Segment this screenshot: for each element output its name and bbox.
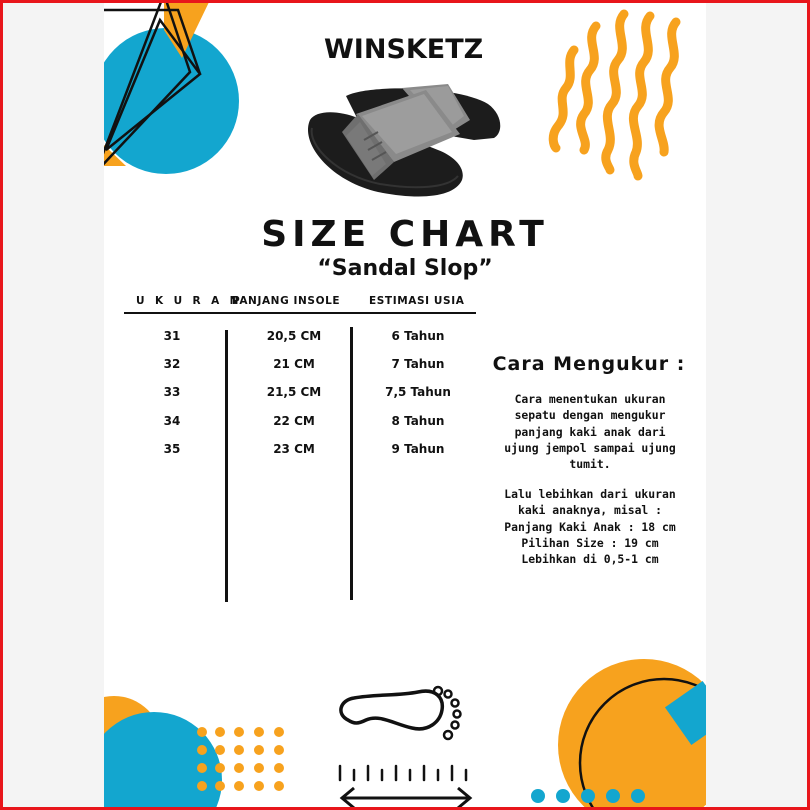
guide-line: Pilihan Size : 19 cm bbox=[521, 535, 659, 550]
guide-line: tumit. bbox=[569, 457, 611, 472]
header-estimasi-usia: ESTIMASI USIA bbox=[369, 295, 465, 307]
cell-ukuran: 34 bbox=[163, 414, 181, 428]
cell-ukuran: 31 bbox=[163, 329, 181, 343]
logo-w: W bbox=[324, 34, 354, 65]
header-ukuran: U K U R A N bbox=[136, 295, 242, 307]
cell-ukuran: 32 bbox=[163, 357, 181, 371]
double-arrow-icon bbox=[336, 786, 476, 810]
guide-line: kaki anaknya, misal : bbox=[517, 503, 662, 518]
cell-panjang: 20,5 CM bbox=[266, 329, 322, 343]
header-panjang-insole: PANJANG INSOLE bbox=[232, 295, 341, 307]
column-divider-2 bbox=[350, 327, 353, 600]
guide-paragraph-1 bbox=[490, 391, 690, 472]
guide-line: Lalu lebihkan dari ukuran bbox=[504, 487, 676, 501]
cell-usia: 8 Tahun bbox=[391, 414, 445, 428]
cell-panjang: 22 CM bbox=[273, 414, 315, 428]
column-divider-1 bbox=[225, 330, 228, 602]
page-title: SIZE CHART bbox=[261, 214, 549, 255]
page-subtitle: “Sandal Slop” bbox=[317, 256, 493, 281]
size-chart-poster bbox=[104, 0, 706, 810]
cell-usia: 9 Tahun bbox=[391, 442, 445, 456]
cell-ukuran: 35 bbox=[163, 442, 181, 456]
brand-logo bbox=[324, 34, 484, 66]
guide-line: Panjang Kaki Anak : 18 cm bbox=[504, 519, 676, 534]
sandal-image bbox=[298, 80, 508, 204]
cell-panjang: 23 CM bbox=[273, 442, 315, 456]
guide-line: panjang kaki anak dari bbox=[514, 424, 666, 439]
right-margin bbox=[706, 0, 810, 810]
logo-rest: INSKETZ bbox=[353, 34, 484, 65]
cell-usia: 7 Tahun bbox=[391, 357, 445, 371]
cell-usia: 6 Tahun bbox=[391, 329, 445, 343]
header-divider bbox=[124, 312, 476, 314]
cell-panjang: 21,5 CM bbox=[266, 385, 322, 399]
guide-line: Lebihkan di 0,5-1 cm bbox=[521, 552, 659, 567]
guide-paragraph-2 bbox=[490, 486, 690, 567]
guide-title: Cara Mengukur : bbox=[492, 353, 686, 375]
guide-line: ujung jempol sampai ujung bbox=[504, 440, 676, 455]
cell-ukuran: 33 bbox=[163, 385, 181, 399]
cell-usia: 7,5 Tahun bbox=[385, 385, 451, 399]
left-margin bbox=[0, 0, 104, 810]
guide-line: Cara menentukan ukuran bbox=[514, 392, 666, 406]
cell-panjang: 21 CM bbox=[273, 357, 315, 371]
ruler-icon bbox=[336, 762, 476, 784]
guide-line: sepatu dengan mengukur bbox=[514, 408, 666, 423]
footprint-icon bbox=[332, 680, 482, 746]
